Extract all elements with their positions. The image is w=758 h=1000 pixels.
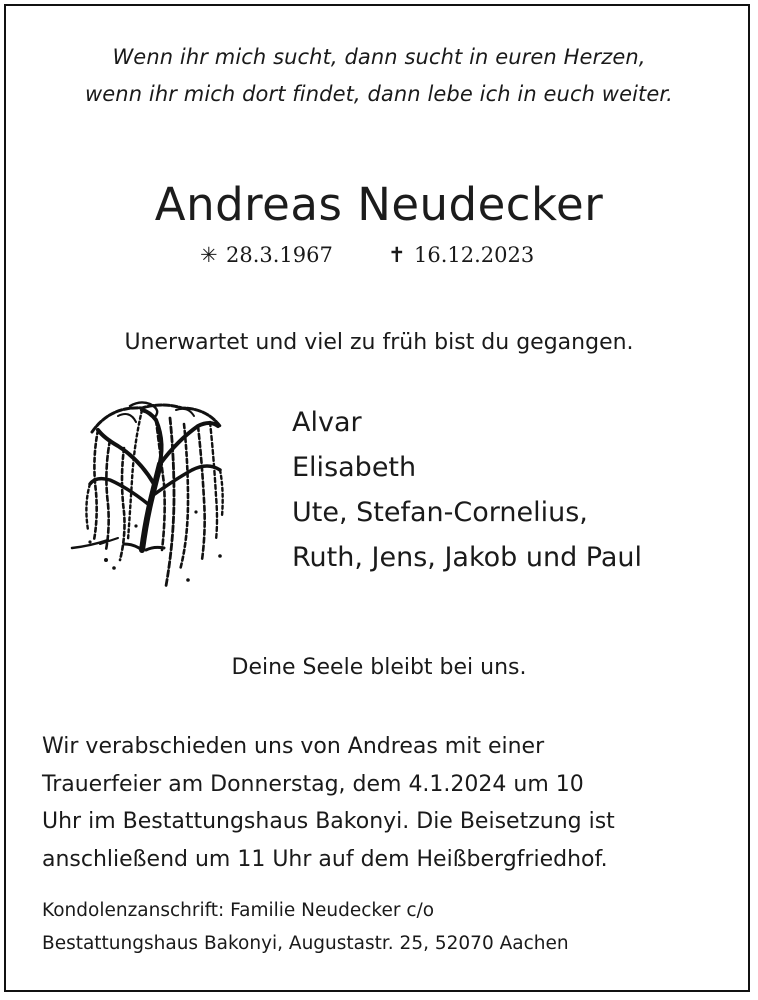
- cross-icon: ✝: [388, 243, 406, 267]
- ceremony-paragraph: [42, 728, 722, 878]
- birth-star-icon: ✳: [200, 243, 218, 267]
- condolence-address: [42, 894, 722, 960]
- mourner-name: Elisabeth: [292, 452, 417, 483]
- motto-line-2: wenn ihr mich dort findet, dann lebe ich in euch weiter.: [85, 82, 673, 106]
- mourners-list: [292, 400, 642, 580]
- lead-text: Unerwartet und viel zu früh bist du gegangen.: [124, 330, 634, 355]
- ceremony-line: anschließend um 11 Uhr auf dem Heißbergfriedhof.: [42, 846, 608, 872]
- mourner-name: Alvar: [292, 407, 362, 438]
- mourner-name: Ute, Stefan-Cornelius,: [292, 497, 588, 528]
- mourner-name: Ruth, Jens, Jakob und Paul: [292, 542, 643, 573]
- address-line: Kondolenzanschrift: Familie Neudecker c/o: [42, 900, 435, 921]
- deceased-name: Andreas Neudecker: [154, 178, 604, 231]
- address-line: Bestattungshaus Bakonyi, Augustastr. 25, 52070 Aachen: [42, 933, 569, 954]
- ceremony-line: Uhr im Bestattungshaus Bakonyi. Die Beisetzung ist: [42, 809, 615, 834]
- birth-date-group: [200, 240, 333, 270]
- birth-date: 28.3.1967: [226, 243, 333, 267]
- ceremony-line: Trauerfeier am Donnerstag, dem 4.1.2024 um 10: [42, 771, 584, 797]
- weeping-willow-icon: [70, 400, 230, 592]
- motto-line-1: Wenn ihr mich sucht, dann sucht in euren Herzen,: [112, 45, 646, 69]
- soul-text: Deine Seele bleibt bei uns.: [231, 655, 527, 680]
- death-date-group: [388, 240, 534, 270]
- ceremony-line: Wir verabschieden uns von Andreas mit einer: [42, 734, 545, 759]
- death-date: 16.12.2023: [414, 243, 535, 267]
